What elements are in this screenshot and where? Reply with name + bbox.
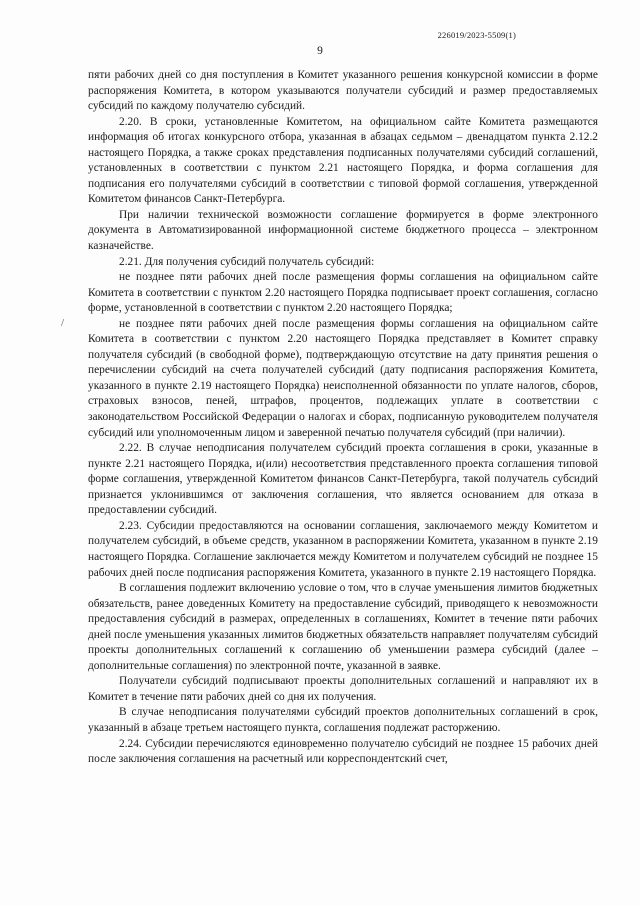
margin-mark: / [61,317,65,329]
paragraph: не позднее пяти рабочих дней после размещения формы соглашения на официальном сайте Комитета в соответствии с пунктом 2.20 настоящего Порядка подписывает проект соглашения, согласно форме, установленной в соответствии с пунктом 2.20 настоящего Порядка; [88,271,598,315]
page-number: 9 [317,45,323,57]
document-body [88,68,598,768]
paragraph: 2.21. Для получения субсидий получатель субсидий: [119,255,375,268]
paragraph: 2.20. В сроки, установленные Комитетом, на официальном сайте Комитета размещаются информация об итогах конкурсного отбора, указанная в абзацах седьмом – двенадцатом пункта 2.12.2 настоящего Порядка, а также сроках представления подписанных получателями субсидий соглашений, установленных в соответствии с пунктом 2.21 настоящего Порядка, и форма соглашения для подписания его получателями субсидий в соответствии с типовой формой соглашения, утвержденной Комитетом финансов Санкт-Петербурга. [88,115,598,206]
paragraph: При наличии технической возможности соглашение формируется в форме электронного документа в Автоматизированной информационной системе бюджетного процесса – электронном казначействе. [88,208,598,253]
paragraph: пяти рабочих дней со дня поступления в Комитет указанного решения конкурсной комиссии в форме распоряжения Комитета, в котором указываются получатели субсидий и размер предоставляемых субсидий по каждому получателю субсидий. [88,69,598,113]
paragraph: 2.22. В случае неподписания получателем субсидий проекта соглашения в сроки, указанные в пункте 2.21 настоящего Порядка, и(или) несоответствия представленного проекта соглашения типовой форме соглашения, утвержденной Комитетом финансов Санкт-Петербурга, такой получатель субсидий признается уклонившимся от заключения соглашения, что является основанием для отказа в предоставлении субсидий. [88,442,598,517]
paragraph: В соглашения подлежит включению условие о том, что в случае уменьшения лимитов бюджетных обязательств, ранее доведенных Комитету на предоставление субсидий, приводящего к невозможности предоставления субсидий в размерах, определенных в соглашениях, Комитет в течение пяти рабочих дней после уменьшения указанных лимитов бюджетных обязательств направляет получателям субсидий проекты дополнительных соглашений к соглашению об уменьшении размера субсидий (далее – дополнительные соглашения) по электронной почте, указанной в заявке. [88,582,598,672]
document-id: 226019/2023-5509(1) [437,30,516,40]
paragraph: не позднее пяти рабочих дней после размещения формы соглашения на официальном сайте Комитета в соответствии с пунктом 2.20 настоящего Порядка представляет в Комитет справку получателя субсидий (в свободной форме), подтверждающую отсутствие на дату принятия решения о перечислении субсидий на счета получателей субсидий (дату подписания распоряжения Комитета, указанного в пункте 2.19 настоящего Порядка) неисполненной обязанности по уплате налогов, сборов, страховых взносов, пеней, штрафов, процентов, подлежащих уплате в соответствии с законодательством Российской Федерации о налогах и сборах, подписанную руководителем получателя субсидий или уполномоченным лицом и заверенной печатью получателя субсидий (при наличии). [88,317,598,439]
paragraph: В случае неподписания получателями субсидий проектов дополнительных соглашений в срок, указанный в абзаце третьем настоящего пункта, соглашения подлежат расторжению. [88,706,598,734]
paragraph: 2.24. Субсидии перечисляются единовременно получателю субсидий не позднее 15 рабочих дней после заключения соглашения на расчетный или корреспондентский счет, [88,737,598,766]
paragraph: 2.23. Субсидии предоставляются на основании соглашения, заключаемого между Комитетом и получателем субсидий, в объеме средств, указанном в распоряжении Комитета, указанном в пункте 2.19 настоящего Порядка. Соглашение заключается между Комитетом и получателем субсидий не позднее 15 рабочих дней после подписания распоряжения Комитета, указанного в пункте 2.19 настоящего Порядка. [88,519,598,579]
paragraph: Получатели субсидий подписывают проекты дополнительных соглашений и направляют их в Комитет в течение пяти рабочих дней со дня их получения. [88,675,598,703]
